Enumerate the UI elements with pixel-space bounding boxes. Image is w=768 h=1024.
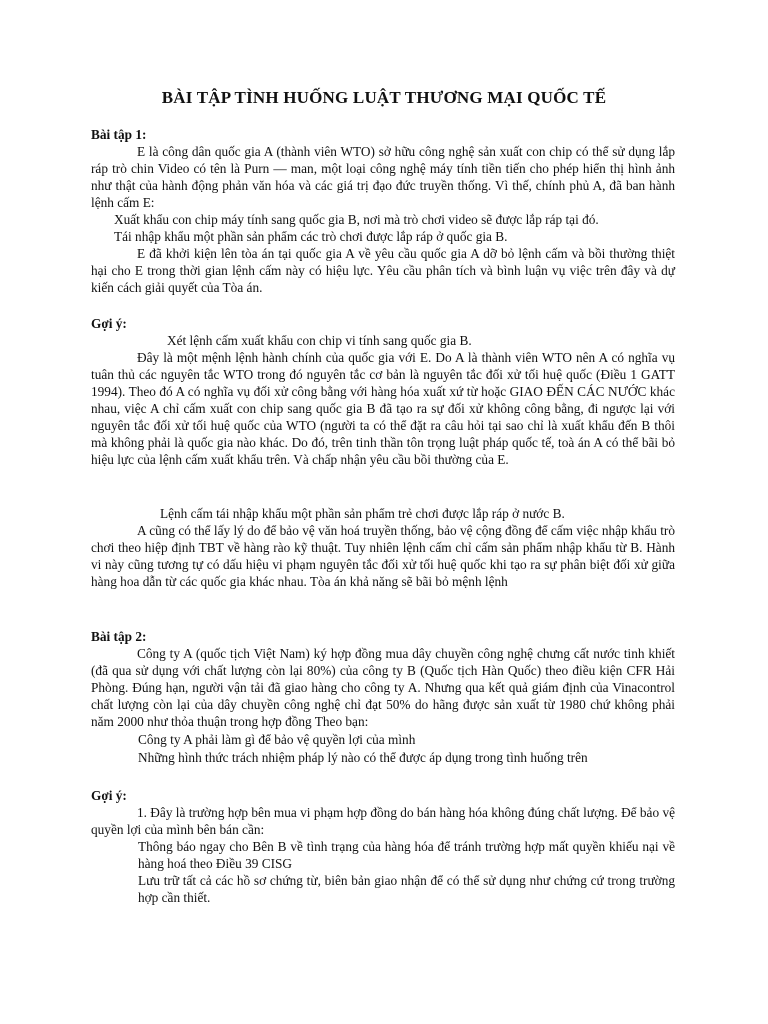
- hint2-paragraph-1: 1. Đây là trường hợp bên mua vi phạm hợp đồng do bán hàng hóa không đúng chất lượng. Để bảo vệ quyền lợi của mình bên bán cần:: [91, 805, 675, 837]
- hint1-heading: Gợi ý:: [91, 316, 127, 331]
- ex2-heading: Bài tập 2:: [91, 629, 147, 644]
- page-title: BÀI TẬP TÌNH HUỐNG LUẬT THƯƠNG MẠI QUỐC TẾ: [161, 88, 607, 107]
- ex1-item-2: Tái nhập khẩu một phần sản phẩm các trò chơi được lắp ráp ở quốc gia B.: [114, 229, 508, 244]
- hint2-item-1: Thông báo ngay cho Bên B về tình trạng của hàng hóa để tránh trường hợp mất quyền khiếu nại về hàng hoá theo Điều 39 CISG: [138, 839, 675, 871]
- ex2-question-1: Công ty A phải làm gì để bảo vệ quyền lợi của mình: [138, 732, 416, 747]
- ex2-question-2: Những hình thức trách nhiệm pháp lý nào có thể được áp dụng trong tình huống trên: [138, 750, 588, 765]
- hint2-heading: Gợi ý:: [91, 788, 127, 803]
- ex1-lawsuit: E đã khởi kiện lên tòa án tại quốc gia A về yêu cầu quốc gia A dỡ bỏ lệnh cấm và bồi thường thiệt hại cho E trong thời gian lệnh cấm này có hiệu lực. Yêu cầu phân tích và bình luận vụ việc trên đây và dự kiến cách giải quyết của Tòa án.: [91, 246, 675, 295]
- ex2-intro: Công ty A (quốc tịch Việt Nam) ký hợp đồng mua dây chuyền công nghệ chưng cất nước tinh khiết (đã qua sử dụng với chất lượng còn lại 80%) của công ty B (Quốc tịch Hàn Quốc) theo điều kiện CFR Hải Phòng. Đúng hạn, người vận tải đã giao hàng cho công ty A. Nhưng qua kết quả giám định của Vinacontrol chất lượng còn lại của dây chuyền công nghệ chỉ đạt 50% do hãng được sản xuất từ 1980 chứ không phải năm 2000 như thỏa thuận trong hợp đồng Theo bạn:: [91, 646, 675, 729]
- hint1-paragraph-1: Đây là một mệnh lệnh hành chính của quốc gia với E. Do A là thành viên WTO nên A có nghĩa vụ tuân thủ các nguyên tắc WTO trong đó nguyên tắc cơ bản là nguyên tắc đối xử tối huệ quốc (Điều 1 GATT 1994). Theo đó A có nghĩa vụ đối xử công bằng với hàng hóa xuất xứ từ hoặc GIAO ĐẾN CÁC NƯỚC khác nhau, việc A chỉ cấm xuất con chip sang quốc gia B đã tạo ra sự đối xử không công bằng, đi ngược lại với nguyên tắc đối xử tối huệ quốc của WTO (người ta có thể đặt ra câu hỏi tại sao chỉ là xuất khẩu đến B thôi mà không phải là quốc gia nào khác. Do đó, trên tinh thần tôn trọng luật pháp quốc tế, toà án A có thể bãi bỏ hiệu lực của lệnh cấm xuất khẩu trên. Và chấp nhận yêu cầu bồi thường của E.: [91, 350, 675, 467]
- ex1-intro: E là công dân quốc gia A (thành viên WTO) sở hữu công nghệ sản xuất con chip có thể sử dụng lắp ráp trò chin Video có tên là Purn — man, một loại công nghệ máy tính tiền tiến cho phép hiển thị hình ảnh như thật của hành động phản văn hóa và các giá trị đạo đức truyền thống. Vì thế, chính phủ A, đã ban hành lệnh cấm E:: [91, 144, 675, 210]
- ex1-item-1: Xuất khẩu con chip máy tính sang quốc gia B, nơi mà trò chơi video sẽ được lắp ráp tại đó.: [114, 212, 599, 227]
- ex1-heading: Bài tập 1:: [91, 127, 147, 142]
- hint1-subheading-1: Xét lệnh cấm xuất khẩu con chip vi tính sang quốc gia B.: [167, 333, 472, 348]
- hint1-subheading-2: Lệnh cấm tái nhập khẩu một phần sản phẩm trẻ chơi được lắp ráp ở nước B.: [160, 506, 565, 521]
- hint2-item-2: Lưu trữ tất cả các hồ sơ chứng từ, biên bản giao nhận để có thể sử dụng như chứng cứ trong trường hợp cần thiết.: [138, 873, 675, 905]
- hint1-paragraph-2: A cũng có thể lấy lý do để bảo vệ văn hoá truyền thống, bảo vệ cộng đồng để cấm việc nhập khẩu trò chơi theo hiệp định TBT về hàng rào kỹ thuật. Tuy nhiên lệnh cấm chỉ cấm sản phẩm nhập khẩu từ B. Hành vi này cũng tương tự có dấu hiệu vi phạm nguyên tắc đối xử tối huệ quốc khi tạo ra sự phân biệt đối xử giữa hàng hoa dẫn từ các quốc gia khác nhau. Tòa án khả năng sẽ bãi bỏ mệnh lệnh: [91, 523, 675, 589]
